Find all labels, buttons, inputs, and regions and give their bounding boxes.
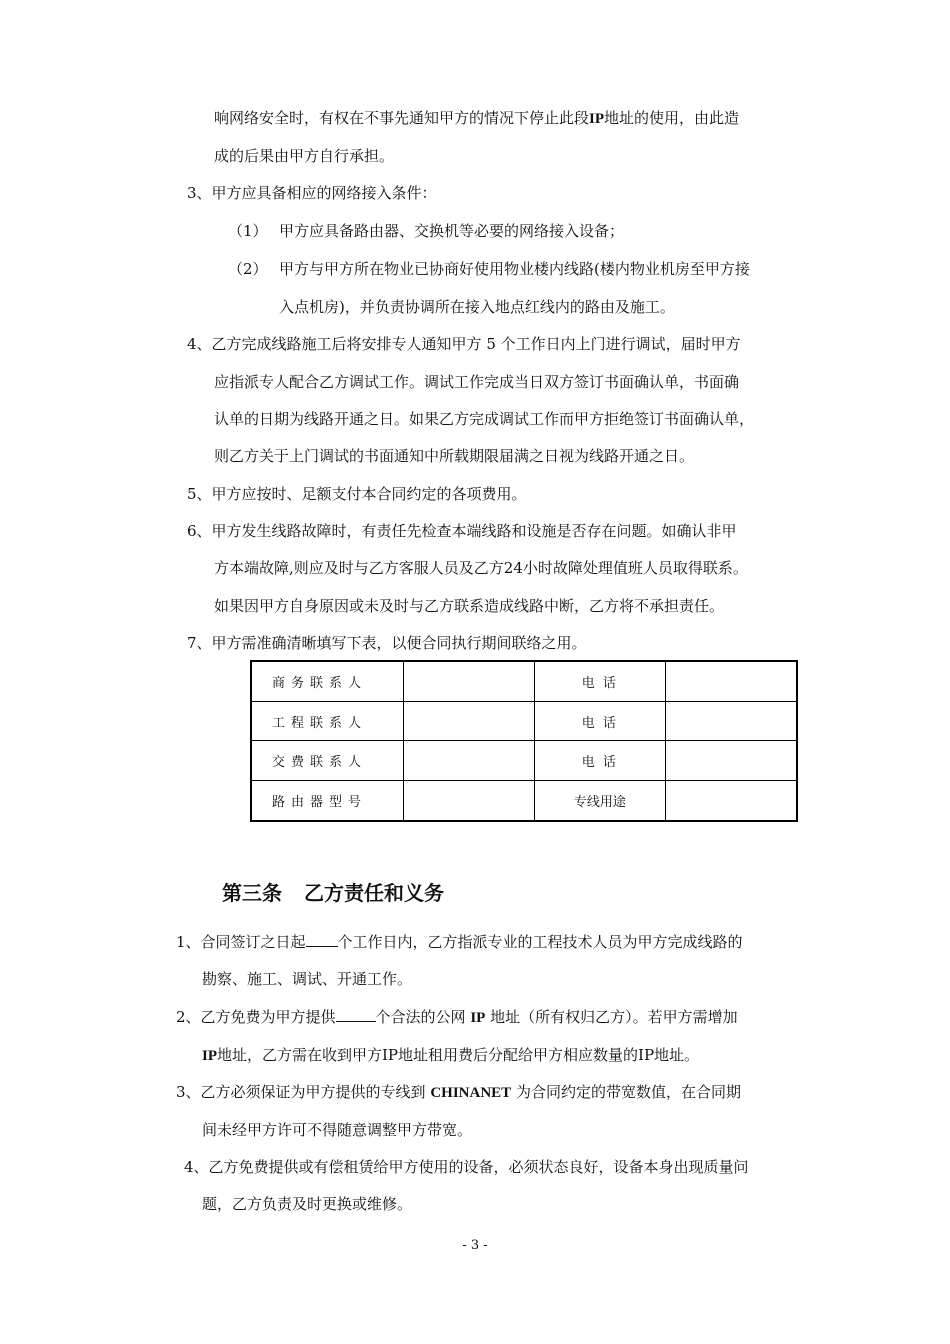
para-continued-line-2: 成的后果由甲方自行承担。 [214, 147, 395, 165]
value-cell[interactable] [403, 781, 534, 821]
row-right-label: 专线用途 [534, 781, 666, 821]
row-right-label: 电 话 [534, 741, 666, 781]
s3-item-1-line-1: 1、合同签订之日起 个工作日内，乙方指派专业的工程技术人员为甲方完成线路的 [176, 933, 743, 951]
s3-item-4-line-2: 题，乙方负责及时更换或维修。 [202, 1195, 413, 1213]
sub-item-2-line-1: 甲方与甲方所在物业已协商好使用物业楼内线路(楼内物业机房至甲方接 [279, 260, 750, 278]
item-6-line-2: 方本端故障,则应及时与乙方客服人员及乙方24小时故障处理值班人员取得联系。 [214, 559, 748, 577]
item-6-line-1: 6、甲方发生线路故障时，有责任先检查本端线路和设施是否存在问题。如确认非甲 [187, 522, 737, 540]
section-3-heading: 第三条 乙方责任和义务 [222, 881, 444, 905]
s3-item-3-line-1: 3、乙方必须保证为甲方提供的专线到 CHINANET 为合同约定的带宽数值，在合同期 [176, 1083, 741, 1101]
row-right-label: 电 话 [534, 661, 666, 701]
table-row [251, 661, 797, 701]
value-cell[interactable] [666, 741, 797, 781]
contact-table [250, 660, 798, 822]
row-label: 商务联系人 [251, 661, 403, 701]
sub-item-2-line-2: 入点机房)，并负责协调所在接入地点红线内的路由及施工。 [279, 298, 675, 316]
s3-item-1-line-2: 勘察、施工、调试、开通工作。 [202, 970, 413, 988]
blank-field[interactable] [306, 932, 338, 947]
s3-item-2-line-1: 2、乙方免费为甲方提供 个合法的公网 IP 地址（所有权归乙方）。若甲方需增加 [176, 1008, 738, 1026]
item-4-line-1: 4、乙方完成线路施工后将安排专人通知甲方 5 个工作日内上门进行调试，届时甲方 [187, 335, 741, 353]
para-continued-line-1: 响网络安全时，有权在不事先通知甲方的情况下停止此段IP地址的使用，由此造 [214, 109, 740, 127]
item-6-line-3: 如果因甲方自身原因或未及时与乙方联系造成线路中断，乙方将不承担责任。 [214, 597, 725, 615]
row-label: 路由器型号 [251, 781, 403, 821]
item-5: 5、甲方应按时、足额支付本合同约定的各项费用。 [187, 485, 527, 503]
value-cell[interactable] [666, 701, 797, 741]
item-4-line-2: 应指派专人配合乙方调试工作。调试工作完成当日双方签订书面确认单，书面确 [214, 373, 740, 391]
s3-item-4-line-1: 4、乙方免费提供或有偿租赁给甲方使用的设备，必须状态良好，设备本身出现质量问 [184, 1158, 749, 1176]
item-3: 3、甲方应具备相应的网络接入条件： [187, 184, 437, 202]
table-row [251, 781, 797, 821]
row-label: 交费联系人 [251, 741, 403, 781]
page-number: - 3 - [462, 1238, 488, 1253]
item-4-line-4: 则乙方关于上门调试的书面通知中所载期限届满之日视为线路开通之日。 [214, 447, 695, 465]
table-row [251, 741, 797, 781]
table-row [251, 701, 797, 741]
blank-field[interactable] [336, 1007, 376, 1022]
row-right-label: 电 话 [534, 701, 666, 741]
value-cell[interactable] [666, 661, 797, 701]
value-cell[interactable] [403, 741, 534, 781]
value-cell[interactable] [666, 781, 797, 821]
sub-item-2-number: （2） [228, 260, 268, 278]
sub-item-1: 甲方应具备路由器、交换机等必要的网络接入设备； [279, 222, 625, 240]
s3-item-2-line-2: IP地址，乙方需在收到甲方IP地址租用费后分配给甲方相应数量的IP地址。 [202, 1046, 700, 1064]
sub-item-1-number: （1） [228, 222, 268, 240]
value-cell[interactable] [403, 701, 534, 741]
item-4-line-3: 认单的日期为线路开通之日。如果乙方完成调试工作而甲方拒绝签订书面确认单， [214, 410, 755, 428]
s3-item-3-line-2: 间未经甲方许可不得随意调整甲方带宽。 [202, 1121, 473, 1139]
row-label: 工程联系人 [251, 701, 403, 741]
item-7: 7、甲方需准确清晰填写下表，以便合同执行期间联络之用。 [187, 634, 587, 652]
value-cell[interactable] [403, 661, 534, 701]
